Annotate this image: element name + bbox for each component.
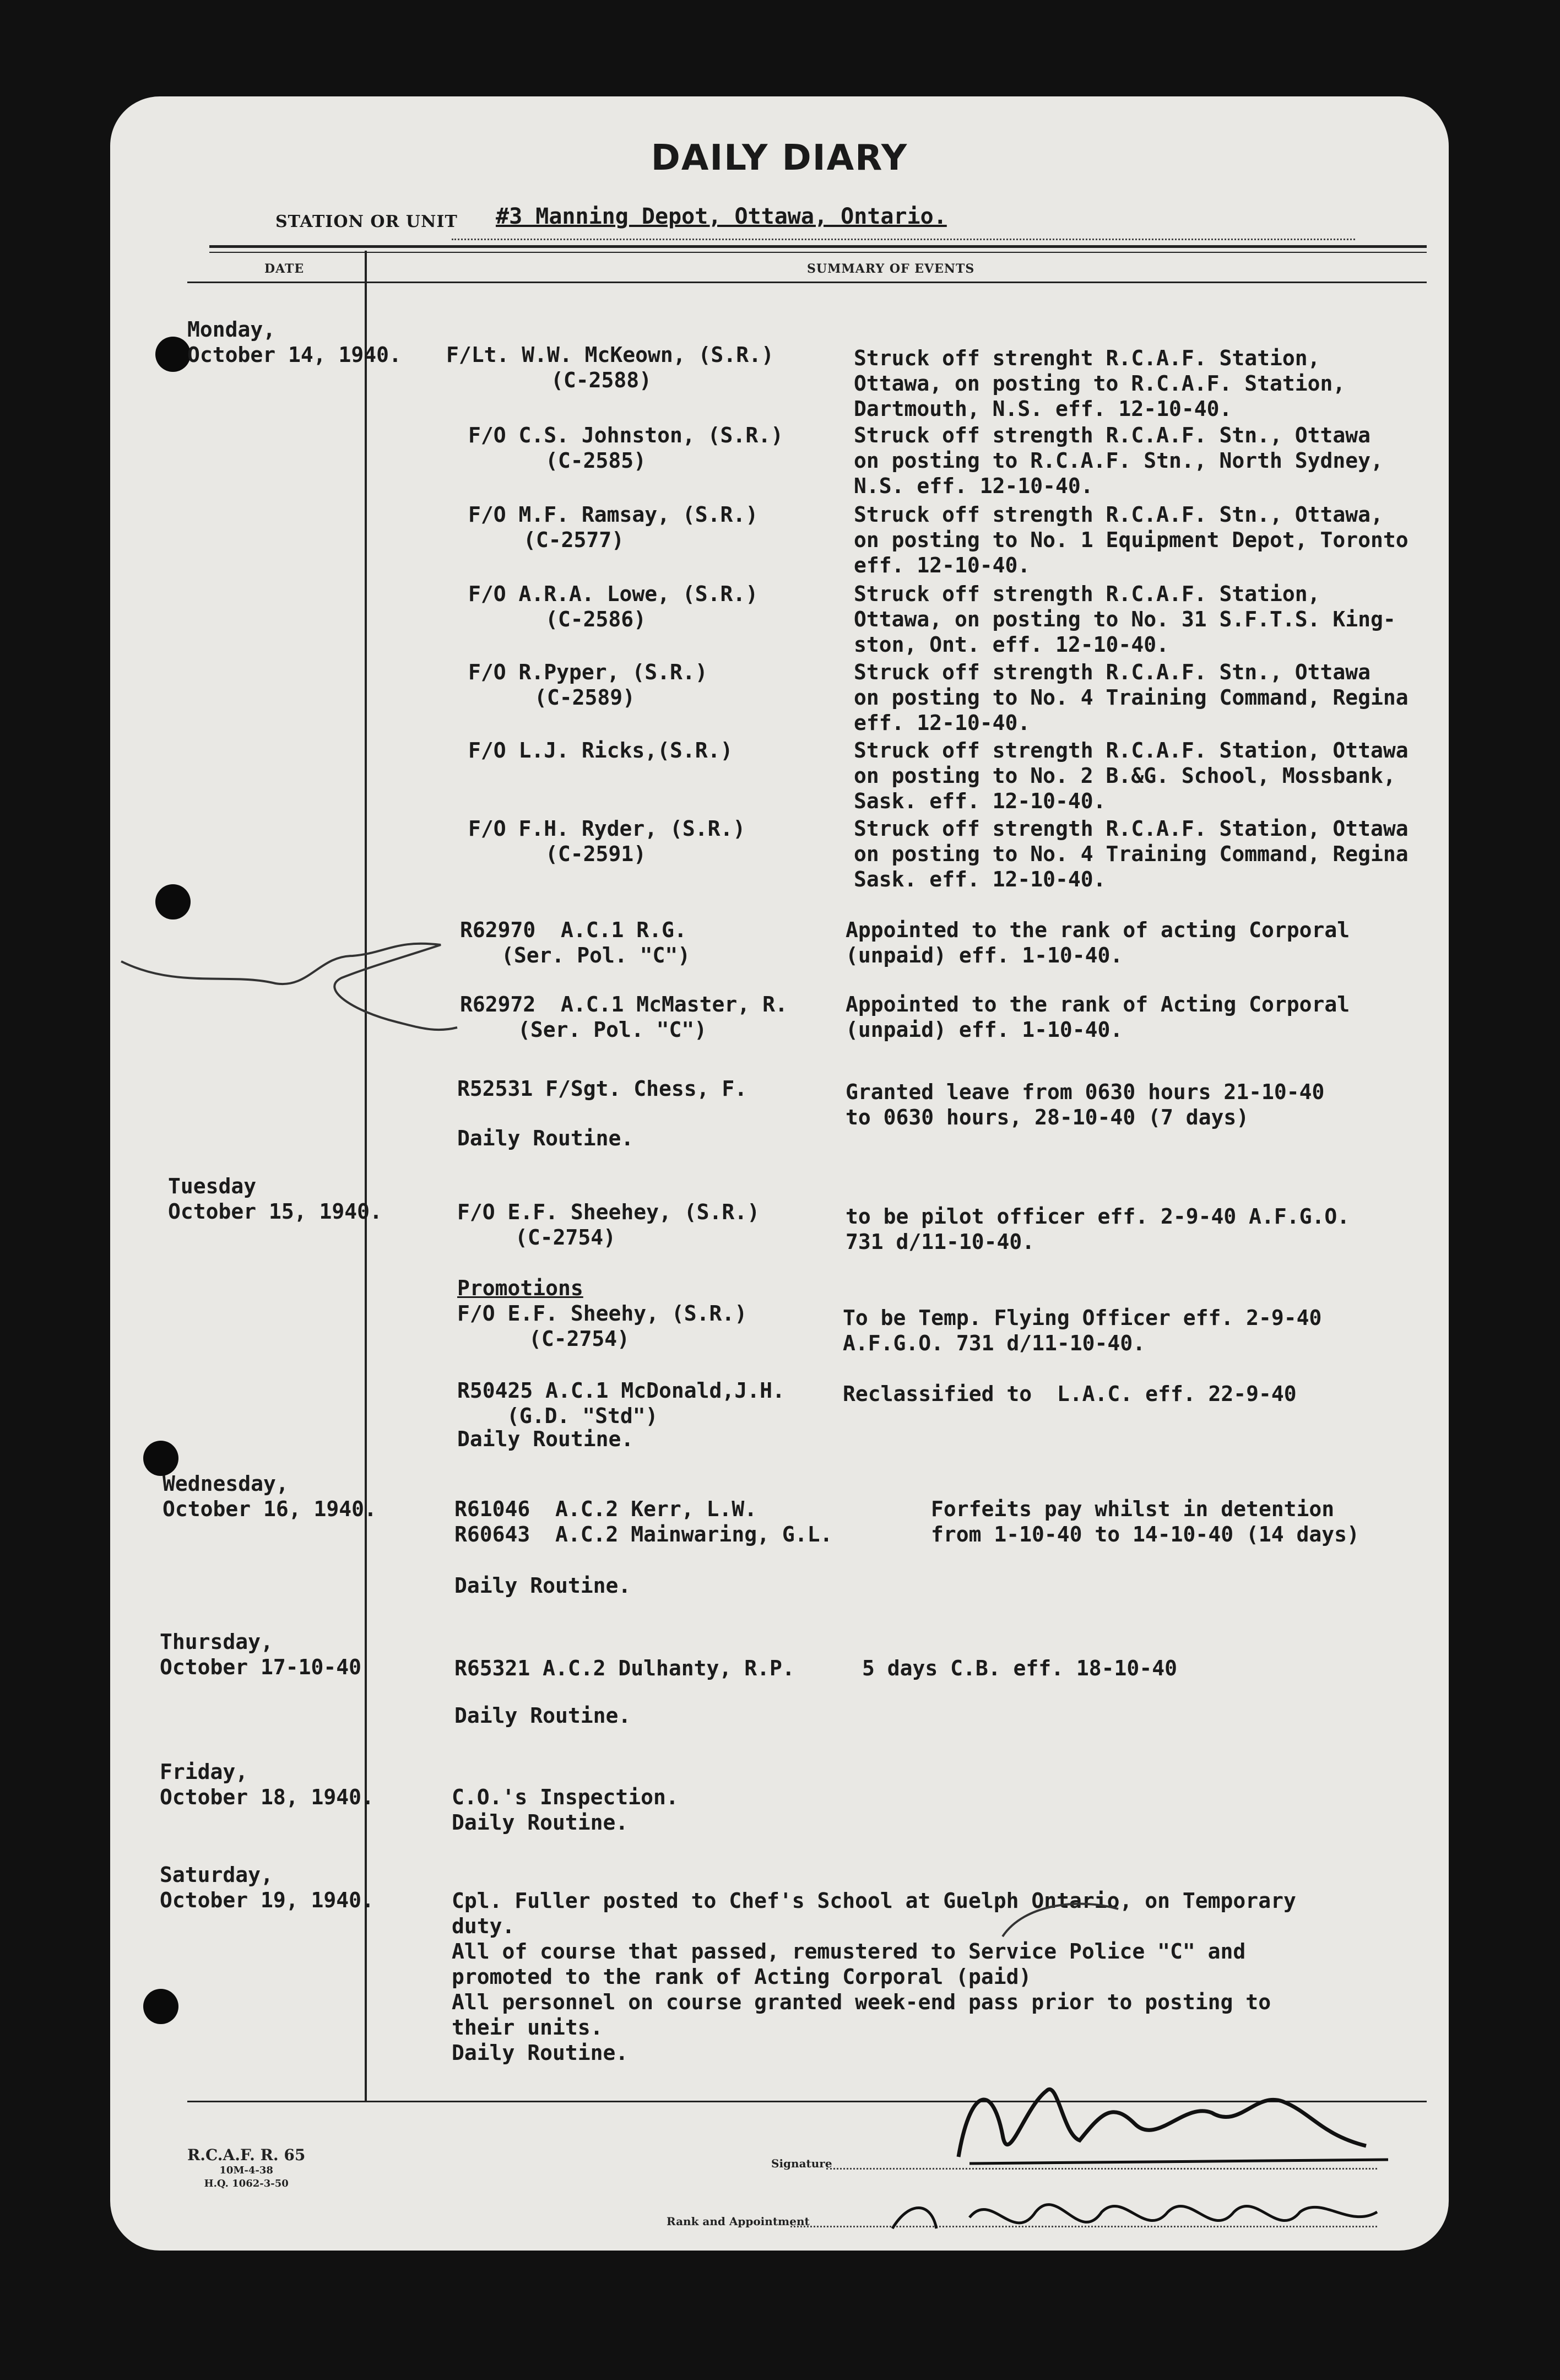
- entry-number: (C-2589): [534, 685, 636, 710]
- entry-summary: Struck off strength R.C.A.F. Station, Ottawa: [854, 816, 1409, 841]
- ink-curl: [1003, 1904, 1118, 1937]
- entry-name: F/O A.R.A. Lowe, (S.R.): [468, 582, 759, 606]
- entry-name: R62970 A.C.1 R.G.: [460, 918, 687, 942]
- binder-string: [121, 944, 457, 1030]
- entry-line: All of course that passed, remustered to Service Police "C" and: [452, 1939, 1246, 1964]
- entry-number: (Ser. Pol. "C"): [518, 1018, 707, 1042]
- entry-summary: Struck off strength R.C.A.F. Station, Ottawa: [854, 738, 1409, 762]
- entry-summary: N.S. eff. 12-10-40.: [854, 474, 1093, 498]
- entry-summary: on posting to R.C.A.F. Stn., North Sydney,: [854, 448, 1383, 473]
- entry-summary: from 1-10-40 to 14-10-40 (14 days): [931, 1522, 1359, 1546]
- entry-summary: A.F.G.O. 731 d/11-10-40.: [843, 1331, 1146, 1355]
- station-value: #3 Manning Depot, Ottawa, Ontario.: [496, 204, 947, 229]
- entry-number: (G.D. "Std"): [507, 1404, 658, 1428]
- entry-line: promoted to the rank of Acting Corporal (paid): [452, 1965, 1032, 1989]
- entry-summary: Forfeits pay whilst in detention: [931, 1497, 1335, 1521]
- entry-summary: Struck off strength R.C.A.F. Stn., Ottawa,: [854, 502, 1383, 527]
- entry-number: (C-2754): [529, 1327, 630, 1351]
- entry-summary: on posting to No. 2 B.&G. School, Mossbank,: [854, 764, 1396, 788]
- summary-header: SUMMARY OF EVENTS: [807, 262, 975, 276]
- signature-label: Signature: [771, 2157, 832, 2170]
- page-title: DAILY DIARY: [651, 138, 908, 178]
- entry-summary: Appointed to the rank of acting Corporal: [846, 918, 1350, 942]
- entry-summary: Dartmouth, N.S. eff. 12-10-40.: [854, 397, 1232, 421]
- promotions-heading: Promotions: [457, 1276, 583, 1300]
- daily-routine: Daily Routine.: [454, 1573, 631, 1598]
- entry-summary: ston, Ont. eff. 12-10-40.: [854, 632, 1169, 657]
- entry-line: their units.: [452, 2015, 603, 2040]
- entry-name: F/O L.J. Ricks,(S.R.): [468, 738, 733, 762]
- entry-summary: Ottawa, on posting to R.C.A.F. Station,: [854, 371, 1346, 396]
- date-tuesday: October 15, 1940.: [168, 1199, 382, 1224]
- entry-name: F/O R.Pyper, (S.R.): [468, 660, 708, 684]
- entry-summary: To be Temp. Flying Officer eff. 2-9-40: [843, 1306, 1322, 1330]
- entry-line: C.O.'s Inspection.: [452, 1785, 679, 1809]
- entry-name: R50425 A.C.1 McDonald,J.H.: [457, 1378, 785, 1403]
- entry-name: F/O M.F. Ramsay, (S.R.): [468, 502, 759, 527]
- daily-routine: Daily Routine.: [454, 1703, 631, 1728]
- entry-summary: on posting to No. 4 Training Command, Regina: [854, 685, 1409, 710]
- date-thursday: October 17-10-40: [160, 1655, 362, 1679]
- entry-summary: Granted leave from 0630 hours 21-10-40: [846, 1080, 1325, 1104]
- handwritten-marks: [110, 96, 1449, 2251]
- daily-routine: Daily Routine.: [457, 1126, 634, 1150]
- entry-name: R65321 A.C.2 Dulhanty, R.P.: [454, 1656, 795, 1680]
- entry-summary: Sask. eff. 12-10-40.: [854, 867, 1106, 891]
- daily-routine: Daily Routine.: [452, 2041, 629, 2065]
- daily-routine: Daily Routine.: [457, 1427, 634, 1451]
- entry-summary: Ottawa, on posting to No. 31 S.F.T.S. King-: [854, 607, 1396, 631]
- signature-underline: [969, 2160, 1388, 2163]
- station-label: STATION OR UNIT: [275, 212, 458, 231]
- entry-summary: eff. 12-10-40.: [854, 553, 1031, 577]
- form-code-print: 10M-4-38: [219, 2165, 273, 2176]
- date-monday: October 14, 1940.: [187, 343, 402, 367]
- entry-summary: Appointed to the rank of Acting Corporal: [846, 992, 1350, 1016]
- entry-summary: Struck off strength R.C.A.F. Station,: [854, 582, 1320, 606]
- entry-number: (Ser. Pol. "C"): [501, 943, 691, 967]
- diary-page: [110, 96, 1449, 2251]
- form-code-number: R.C.A.F. R. 65: [187, 2146, 306, 2164]
- entry-summary: (unpaid) eff. 1-10-40.: [846, 1018, 1123, 1042]
- date-saturday-day: Saturday,: [160, 1863, 273, 1887]
- entry-summary: eff. 12-10-40.: [854, 711, 1031, 735]
- entry-name: F/O E.F. Sheehey, (S.R.): [457, 1200, 760, 1224]
- entry-number: (C-2577): [523, 528, 625, 552]
- entry-name: R60643 A.C.2 Mainwaring, G.L.: [454, 1522, 833, 1546]
- date-monday-day: Monday,: [187, 317, 276, 342]
- entry-summary: to 0630 hours, 28-10-40 (7 days): [846, 1105, 1249, 1129]
- entry-summary: Reclassified to L.A.C. eff. 22-9-40: [843, 1382, 1297, 1406]
- entry-number: (C-2588): [551, 368, 652, 392]
- entry-summary: Sask. eff. 12-10-40.: [854, 789, 1106, 813]
- daily-routine: Daily Routine.: [452, 1810, 629, 1835]
- entry-name: R61046 A.C.2 Kerr, L.W.: [454, 1497, 757, 1521]
- date-thursday-day: Thursday,: [160, 1630, 273, 1654]
- entry-summary: on posting to No. 4 Training Command, Regina: [854, 842, 1409, 866]
- entry-line: duty.: [452, 1914, 515, 1938]
- date-friday-day: Friday,: [160, 1760, 248, 1784]
- entry-number: (C-2754): [515, 1225, 616, 1250]
- signature-scrawl: [958, 2089, 1366, 2157]
- date-saturday: October 19, 1940.: [160, 1888, 374, 1912]
- entry-number: (C-2585): [545, 448, 647, 473]
- entry-name: R52531 F/Sgt. Chess, F.: [457, 1077, 748, 1101]
- entry-summary: Struck off strength R.C.A.F. Stn., Ottawa: [854, 660, 1371, 684]
- date-tuesday-day: Tuesday: [168, 1174, 257, 1198]
- entry-summary: 731 d/11-10-40.: [846, 1230, 1035, 1254]
- date-friday: October 18, 1940.: [160, 1785, 374, 1809]
- rank-handwriting: [892, 2205, 1377, 2228]
- entry-summary: to be pilot officer eff. 2-9-40 A.F.G.O.: [846, 1204, 1350, 1229]
- entry-name: F/O C.S. Johnston, (S.R.): [468, 423, 783, 447]
- entry-name: F/O E.F. Sheehy, (S.R.): [457, 1301, 748, 1326]
- entry-summary: (unpaid) eff. 1-10-40.: [846, 943, 1123, 967]
- entry-name: F/Lt. W.W. McKeown, (S.R.): [446, 343, 774, 367]
- entry-line: All personnel on course granted week-end pass prior to posting to: [452, 1990, 1271, 2014]
- entry-line: Cpl. Fuller posted to Chef's School at Guelph Ontario, on Temporary: [452, 1889, 1296, 1913]
- form-code-hq: H.Q. 1062-3-50: [204, 2178, 289, 2189]
- entry-name: R62972 A.C.1 McMaster, R.: [460, 992, 788, 1016]
- entry-summary: 5 days C.B. eff. 18-10-40: [862, 1656, 1177, 1680]
- entry-summary: on posting to No. 1 Equipment Depot, Toronto: [854, 528, 1409, 552]
- entry-number: (C-2591): [545, 842, 647, 866]
- entry-number: (C-2586): [545, 607, 647, 631]
- entry-name: F/O F.H. Ryder, (S.R.): [468, 816, 746, 841]
- entry-summary: Struck off strenght R.C.A.F. Station,: [854, 346, 1320, 370]
- entry-summary: Struck off strength R.C.A.F. Stn., Ottawa: [854, 423, 1371, 447]
- rank-appointment-label: Rank and Appointment: [667, 2215, 810, 2228]
- date-wednesday-day: Wednesday,: [162, 1472, 289, 1496]
- date-wednesday: October 16, 1940.: [162, 1497, 377, 1521]
- date-header: DATE: [264, 262, 305, 276]
